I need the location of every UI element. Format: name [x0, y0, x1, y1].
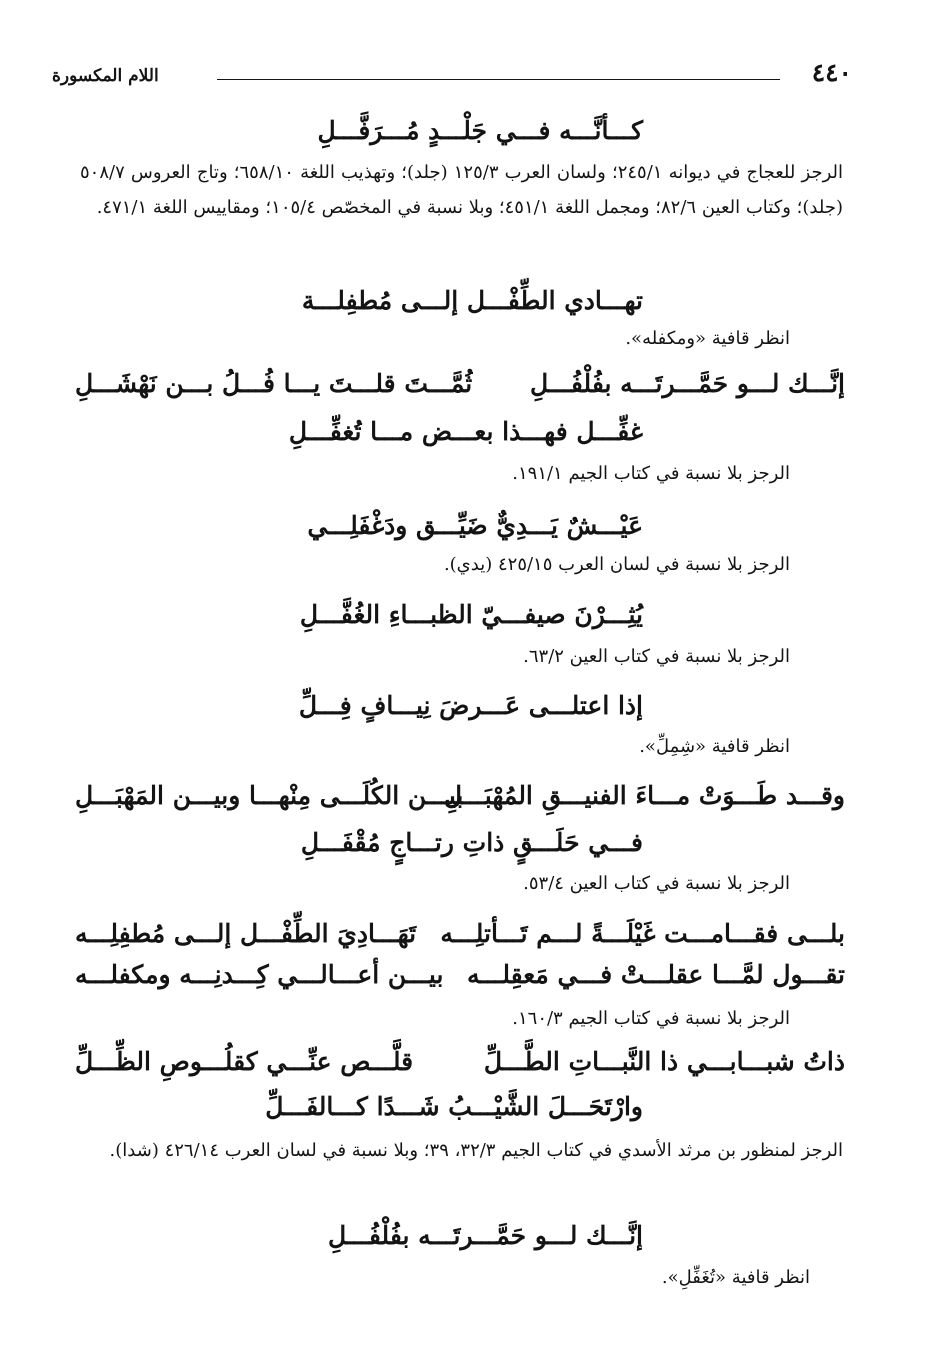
verse-couplet [75, 1045, 845, 1079]
verse-note: الرجز بلا نسبة في لسان العرب ٤٢٥/١٥ (يدي). [443, 554, 790, 575]
verse-note: انظر قافية «ومكفله». [625, 328, 790, 349]
hemistich-left: ثُمَّـــتَ قلـــتَ يـــا فُـــلُ بـــن نَهْشَـــلِ [75, 369, 473, 398]
verse: يُثِـــرْنَ صيفـــيّ الظبـــاءِ الغُفَّـــلِ [299, 600, 643, 629]
hemistich-right: تقـــول لمَّـــا عقلـــتْ فـــي مَعقِلـــه [466, 960, 845, 989]
hemistich-right: وقـــد طَـــوَتْ مـــاءَ الفنيـــقِ المُهْبَـــلِ [443, 781, 845, 810]
verse-couplet [75, 779, 845, 813]
verse: تهـــادي الطِّفْـــل إلـــى مُطفِلـــة [301, 286, 643, 315]
verse: إنَّـــك لـــو حَمَّـــرتَـــه بفُلْفُـــلِ [327, 1221, 643, 1250]
verse: إذا اعتلـــى عَـــرضَ نِيـــافٍ فِـــلِّ [298, 691, 643, 720]
verse-note: الرجز لمنظور بن مرثد الأسدي في كتاب الجيم ٣٢/٣، ٣٩؛ وبلا نسبة في لسان العرب ٤٢٦/١٤ (شدا). [109, 1140, 843, 1161]
verse-note: الرجز بلا نسبة في كتاب العين ٦٣/٢. [523, 646, 790, 667]
verse-note: الرجز بلا نسبة في كتاب الجيم ١٦٠/٣. [512, 1008, 790, 1029]
verse-note: الرجز بلا نسبة في كتاب الجيم ١٩١/١. [512, 463, 790, 484]
hemistich-right: إنَّـــك لـــو حَمَّـــرتَـــه بفُلْفُـــلِ [529, 369, 845, 398]
verse: فـــي حَلَـــقٍ ذاتِ رتـــاجٍ مُقْفَـــلِ [300, 828, 643, 857]
verse-couplet [75, 958, 845, 992]
hemistich-right: بلـــى فقـــامـــت غَيْلَـــةً لـــم تَـــأتلِـــه [440, 919, 845, 948]
page-header [52, 58, 852, 92]
verse-couplet [75, 367, 845, 401]
hemistich-left: قلَّـــص عنِّـــي كقلُـــوصِ الظِّـــلِّ [75, 1047, 414, 1076]
verse-note: الرجز بلا نسبة في كتاب العين ٥٣/٤. [523, 873, 790, 894]
header-rule [217, 79, 780, 80]
section-title: اللام المكسورة [52, 66, 159, 86]
verse: وارْتَحَـــلَ الشَّيْـــبُ شَـــدًا كـــالفَـــلِّ [265, 1092, 643, 1121]
verse-note: انظر قافية «تُغَفِّلِ». [661, 1267, 810, 1288]
hemistich-left: تَهَـــادِيَ الطِّفْـــل إلـــى مُطفِلِـــه [75, 919, 417, 948]
hemistich-right: ذاتُ شبـــابـــي ذا النَّبـــاتِ الطَّـــلِّ [483, 1047, 845, 1076]
verse: عَيْـــشٌ يَـــدِيٌّ ضَيِّـــق ودَغْفَلِـــي [307, 511, 643, 540]
hemistich-left: بيـــن الكُلَـــى مِنْهـــا وبيـــن المَهْبَـــلِ [75, 781, 464, 810]
verse-couplet [75, 917, 845, 951]
verse: غفِّـــل فهـــذا بعـــض مـــا تُغفِّـــلِ [288, 417, 643, 446]
hemistich-left: بيـــن أعـــالـــي كِـــدنِـــه ومكفلـــه [75, 960, 444, 989]
page-number: ٤٤٠ [811, 58, 852, 87]
verse: كـــأنَّـــه فـــي جَلْـــدٍ مُـــرَفَّـــلِ [317, 116, 643, 145]
verse-note: انظر قافية «شِمِلِّ». [639, 736, 790, 757]
verse-note: الرجز للعجاج في ديوانه ٢٤٥/١؛ ولسان العرب ١٢٥/٣ (جلد)؛ وتهذيب اللغة ٦٥٨/١٠؛ وتاج العروس ٥٠٨/٧ (جلد)؛ وكتاب العين ٨٢/٦؛ ومجمل اللغة ٤٥١/١؛ وبلا نسبة في المخصّص ١٠٥/٤؛ ومقاييس اللغة ٤٧١/١. [80, 162, 843, 218]
